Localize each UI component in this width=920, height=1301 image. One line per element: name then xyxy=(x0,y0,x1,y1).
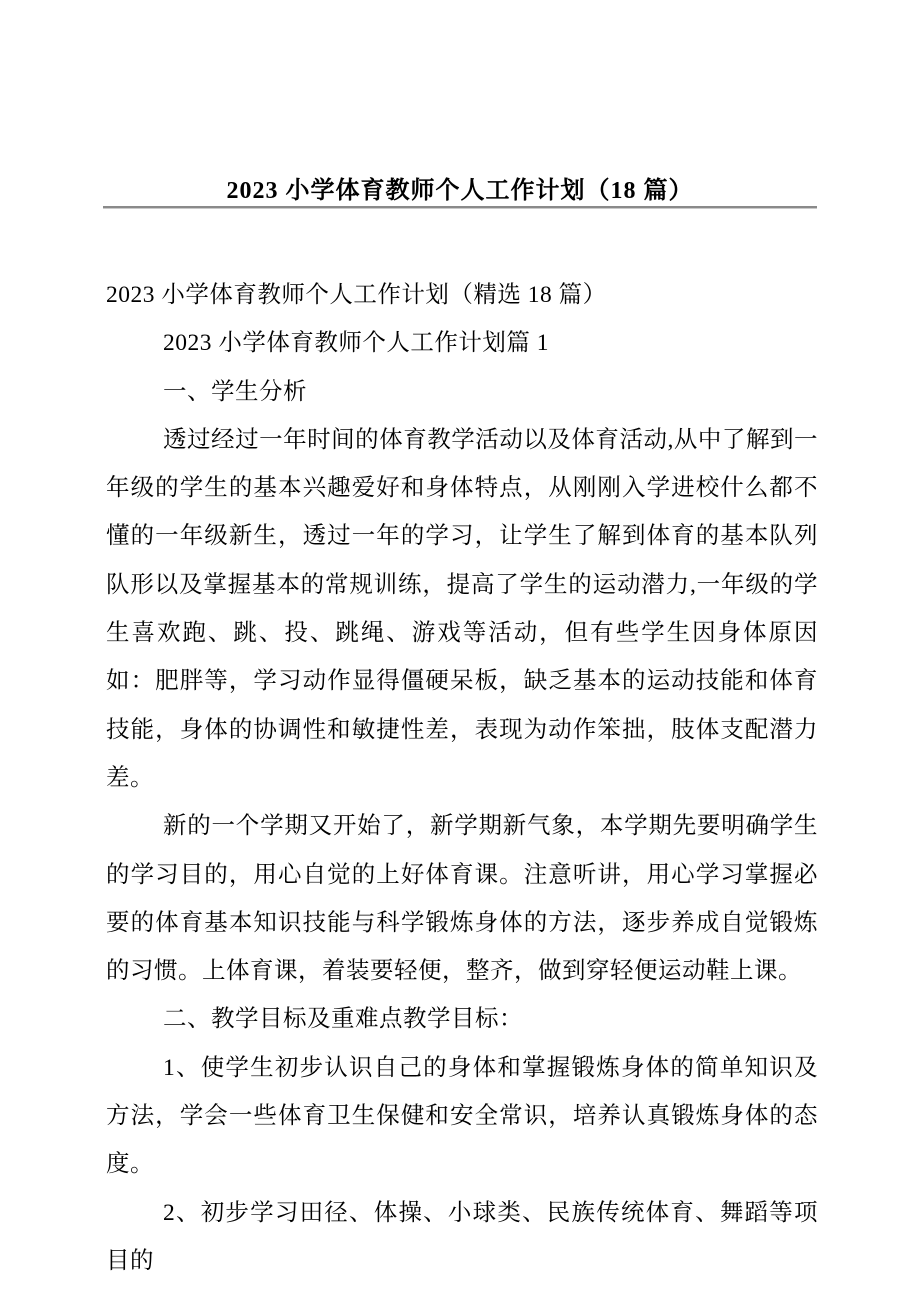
paragraph-heading-selection: 2023 小学体育教师个人工作计划（精选 18 篇） xyxy=(106,282,607,308)
paragraph-goal-2: 2、初步学习田径、体操、小球类、民族传统体育、舞蹈等项目的 xyxy=(106,1199,818,1274)
paragraph-new-semester: 新的一个学期又开始了，新学期新气象，本学期先要明确学生的学习目的，用心自觉的上好体育课。注意听讲，用心学习掌握必要的体育基本知识技能与科学锻炼身体的方法，逐步养成自觉锻炼的习惯。上体育课，着装要轻便，整齐，做到穿轻便运动鞋上课。 xyxy=(106,813,818,985)
paragraph-section2-heading: 二、教学目标及重难点教学目标： xyxy=(163,1006,523,1033)
paragraph-goal-1: 1、使学生初步认识自己的身体和掌握锻炼身体的简单知识及方法，学会一些体育卫生保健和安全常识，培养认真锻炼身体的态度。 xyxy=(106,1054,818,1178)
title-divider-rule xyxy=(103,206,817,209)
document-body xyxy=(106,271,818,1285)
document-title: 2023 小学体育教师个人工作计划（18 篇） xyxy=(226,178,694,204)
paragraph-student-analysis: 透过经过一年时间的体育教学活动以及体育活动,从中了解到一年级的学生的基本兴趣爱好和身体特点，从刚刚入学进校什么都不懂的一年级新生，透过一年的学习，让学生了解到体育的基本队列队形以及掌握基本的常规训练，提高了学生的运动潜力,一年级的学生喜欢跑、跳、投、跳绳、游戏等活动，但有些学生因身体原因如：肥胖等，学习动作显得僵硬呆板，缺乏基本的运动技能和体育技能，身体的协调性和敏捷性差，表现为动作笨拙，肢体支配潜力差。 xyxy=(106,426,818,791)
paragraph-section1-heading: 一、学生分析 xyxy=(163,378,307,405)
paragraph-subheading-part1: 2023 小学体育教师个人工作计划篇 1 xyxy=(163,330,549,357)
